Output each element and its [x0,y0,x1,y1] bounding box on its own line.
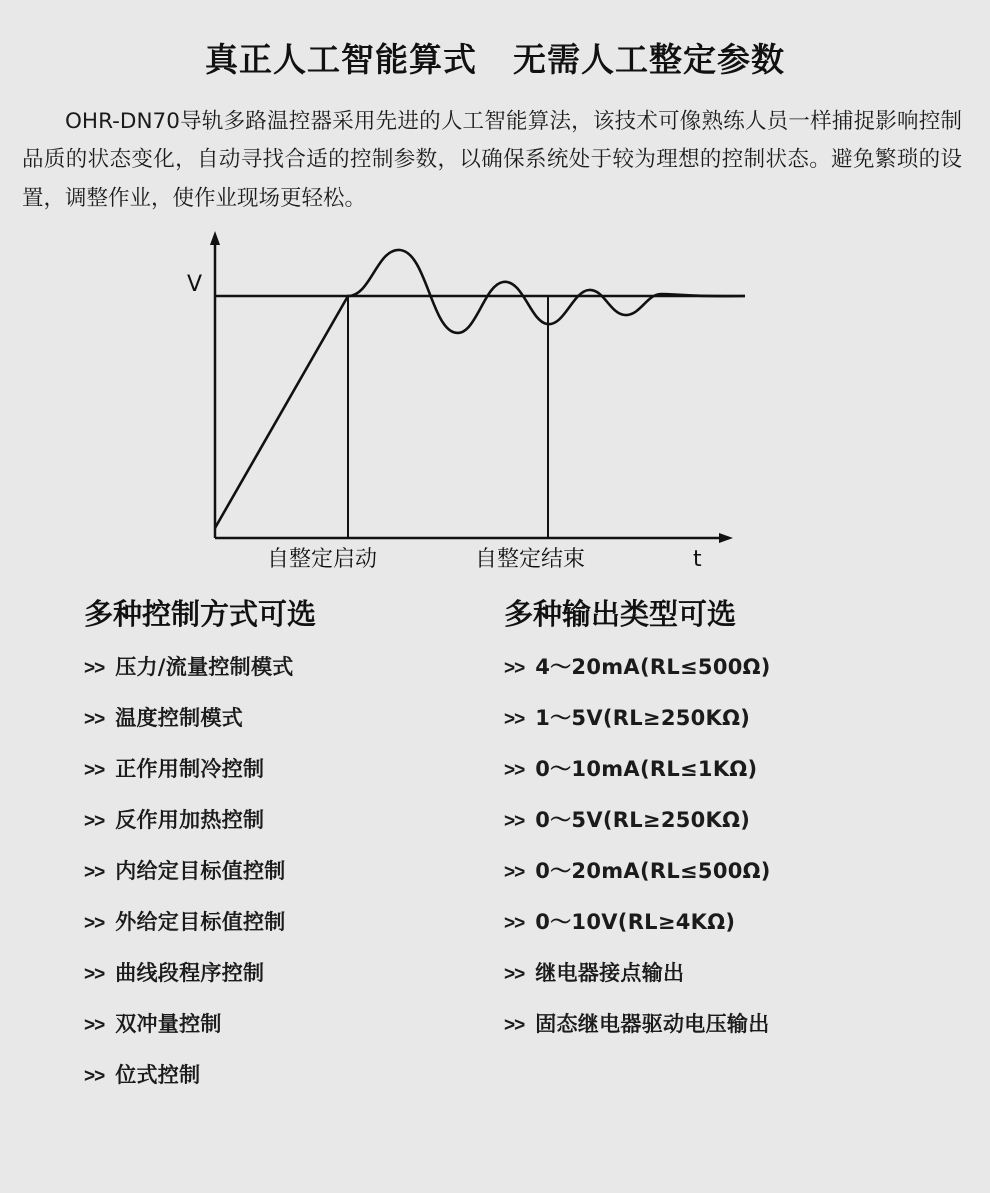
x-axis-label: t [693,546,702,572]
bullet-marker-icon: >> [504,759,525,781]
control-modes-title: 多种控制方式可选 [84,596,317,631]
feature-columns [0,592,990,1110]
list-item-label: 外给定目标值控制 [115,909,286,934]
bullet-marker-icon: >> [84,708,105,730]
bullet-marker-icon: >> [84,759,105,781]
intro-paragraph: OHR-DN70导轨多路温控器采用先进的人工智能算法，该技术可像熟练人员一样捕捉影响控制品质的状态变化，自动寻找合适的控制参数，以确保系统处于较为理想的控制状态。避免繁琐的设置，调整作业，使作业现场更轻松。 [22,109,962,211]
bullet-marker-icon: >> [504,1014,525,1036]
output-types-list [504,651,924,1038]
list-item-label: 继电器接点输出 [535,960,685,985]
bullet-marker-icon: >> [84,1065,105,1087]
list-item-label: 反作用加热控制 [115,807,265,832]
control-modes-column [84,592,504,1110]
bullet-marker-icon: >> [84,912,105,934]
bullet-marker-icon: >> [504,708,525,730]
list-item [84,1059,504,1089]
list-item-label: 1～5V(RL≥250KΩ) [535,705,751,730]
bullet-marker-icon: >> [84,861,105,883]
list-item-label: 0～10V(RL≥4KΩ) [535,909,736,934]
control-modes-list [84,651,504,1089]
list-item [504,753,924,783]
page-title [0,0,990,81]
list-item-label: 4～20mA(RL≤500Ω) [535,654,771,679]
list-item [84,957,504,987]
response-curve [215,250,745,528]
bullet-marker-icon: >> [504,861,525,883]
x-axis-arrow [719,533,733,543]
list-item-label: 曲线段程序控制 [115,960,265,985]
list-item [504,906,924,936]
bullet-marker-icon: >> [504,912,525,934]
y-axis-label: V [187,271,203,297]
y-axis-arrow [210,231,220,245]
list-item-label: 位式控制 [115,1062,201,1087]
list-item [504,855,924,885]
output-types-column [504,592,924,1110]
list-item [504,957,924,987]
list-item-label: 0～10mA(RL≤1KΩ) [535,756,758,781]
list-item [84,651,504,681]
annotation-label-start: 自整定启动 [267,546,378,572]
list-item [84,1008,504,1038]
list-item [84,804,504,834]
list-item-label: 0～5V(RL≥250KΩ) [535,807,751,832]
list-item [84,855,504,885]
list-item [84,753,504,783]
list-item [504,702,924,732]
list-item-label: 0～20mA(RL≤500Ω) [535,858,771,883]
bullet-marker-icon: >> [84,657,105,679]
list-item-label: 固态继电器驱动电压输出 [535,1011,770,1036]
list-item-label: 双冲量控制 [115,1011,222,1036]
list-item [504,1008,924,1038]
bullet-marker-icon: >> [84,810,105,832]
bullet-marker-icon: >> [504,810,525,832]
annotation-label-end: 自整定结束 [475,546,586,572]
bullet-marker-icon: >> [84,1014,105,1036]
list-item [504,651,924,681]
list-item-label: 正作用制冷控制 [115,756,265,781]
list-item-label: 压力/流量控制模式 [115,654,294,679]
list-item [84,702,504,732]
chart-svg [185,228,805,588]
bullet-marker-icon: >> [504,657,525,679]
list-item-label: 温度控制模式 [115,705,244,730]
page-title-right: 无需人工整定参数 [513,40,785,79]
page-title-left: 真正人工智能算式 [205,40,477,79]
list-item [504,804,924,834]
bullet-marker-icon: >> [504,963,525,985]
output-types-title: 多种输出类型可选 [504,596,737,631]
list-item [84,906,504,936]
tuning-response-chart [0,228,990,588]
list-item-label: 内给定目标值控制 [115,858,286,883]
bullet-marker-icon: >> [84,963,105,985]
